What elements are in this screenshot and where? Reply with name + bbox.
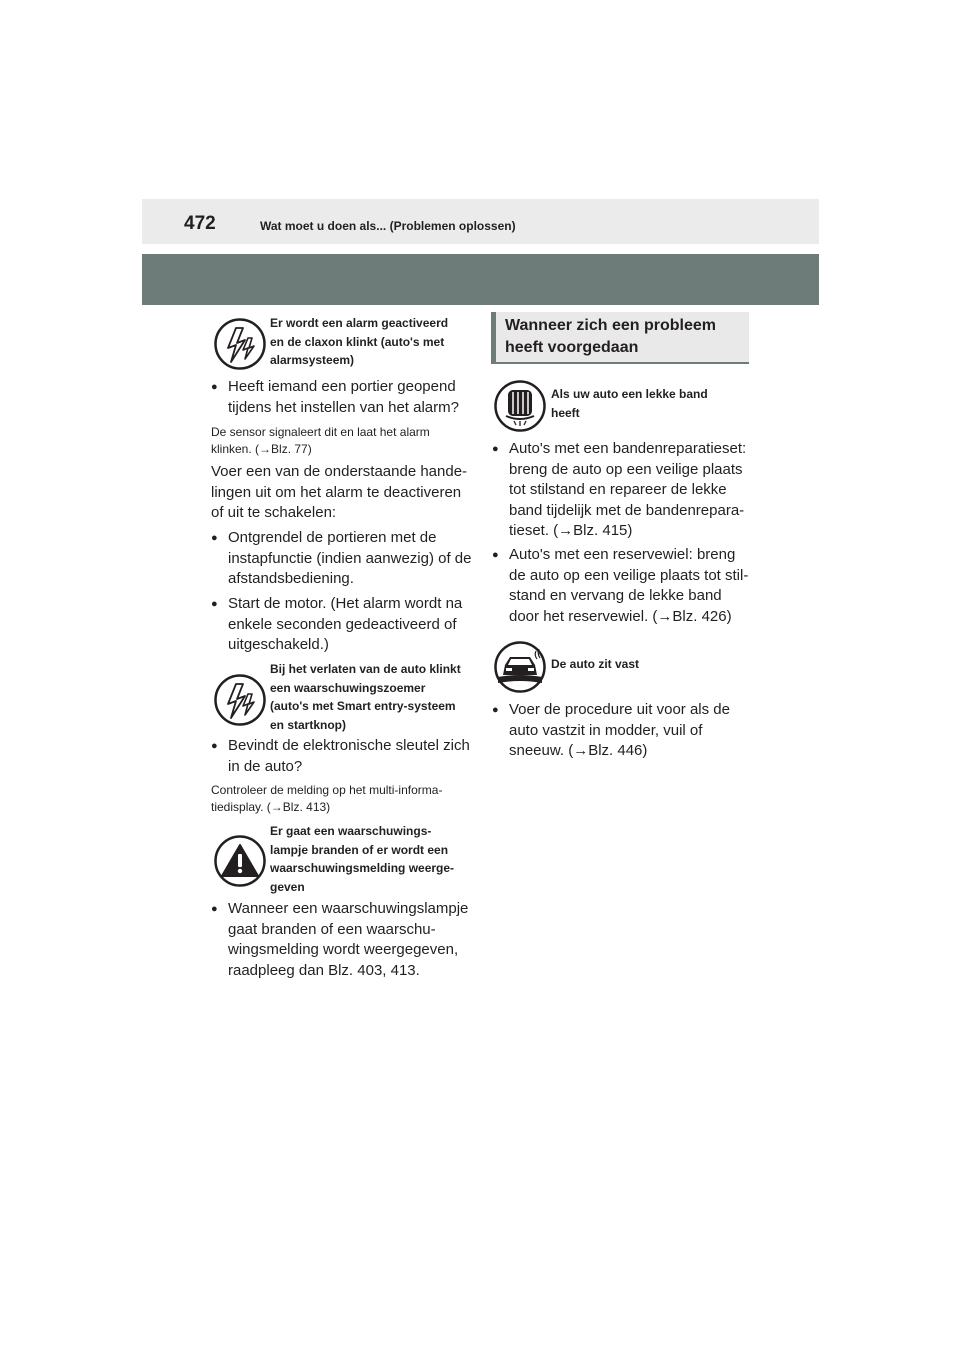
bullet-unlock-doors: ● Ontgrendel de portieren met de instapfunctie (indien aanwezig) of de afstandsbediening. [211, 528, 498, 590]
warning-light-caption: Er gaat een waarschuwings- lampje branden of er wordt een waarschuwingsmelding weerge- geven [270, 824, 455, 894]
warning-triangle-icon [214, 835, 266, 887]
flat-tire-caption: Als uw auto een lekke band heeft [551, 387, 708, 420]
bullet-key-in-car: ● Bevindt de elektronische sleutel zich in de auto? [211, 736, 498, 777]
section-heading: Wanneer zich een probleem heeft voorgedaan [491, 312, 749, 364]
flat-tire-icon [494, 380, 546, 432]
section-band [142, 254, 819, 305]
bullet-start-engine: ● Start de motor. (Het alarm wordt na enkele seconden gedeactiveerd of uitgeschakeld.) [211, 594, 498, 656]
header-title: Wat moet u doen als... (Problemen oplossen) [260, 219, 516, 233]
alarm-horn-icon [214, 318, 266, 370]
note-multi-display: Controleer de melding op het multi-informa- tiedisplay. (→Blz. 413) [211, 783, 443, 814]
alarm-caption: Er wordt een alarm geactiveerd en de claxon klinkt (auto's met alarmsysteem) [270, 316, 449, 367]
bullet-door-opened: ● Heeft iemand een portier geopend tijdens het instellen van het alarm? [211, 377, 498, 418]
bullet-repair-kit: ● Auto's met een bandenreparatieset: breng de auto op een veilige plaats tot stilstand en repareer de lekke band tijdelijk met de bandenrepara- tieset. (→Blz. 415) [492, 439, 779, 542]
note-sensor: De sensor signaleert dit en laat het alarm klinken. (→Blz. 77) [211, 425, 430, 456]
stuck-car-icon [494, 641, 546, 693]
buzzer-caption: Bij het verlaten van de auto klinkt een waarschuwingszoemer (auto's met Smart entry-systeem en startknop) [270, 662, 461, 732]
stuck-car-caption: De auto zit vast [551, 657, 640, 671]
warning-buzzer-icon [214, 674, 266, 726]
bullet-spare-wheel: ● Auto's met een reservewiel: breng de auto op een veilige plaats tot stil- stand en vervang de lekke band door het reservewiel. (→Blz. 426) [492, 545, 779, 627]
page-number: 472 [184, 213, 216, 234]
para-deactivate: Voer een van de onderstaande hande- lingen uit om het alarm te deactiveren of uit te schakelen: [211, 463, 468, 521]
bullet-stuck-procedure: ● Voer de procedure uit voor als de auto vastzit in modder, vuil of sneeuw. (→Blz. 446) [492, 700, 779, 762]
bullet-warning-light: ● Wanneer een waarschuwingslampje gaat branden of een waarschu- wingsmelding wordt weergegeven, raadpleeg dan Blz. 403, 413. [211, 899, 498, 981]
